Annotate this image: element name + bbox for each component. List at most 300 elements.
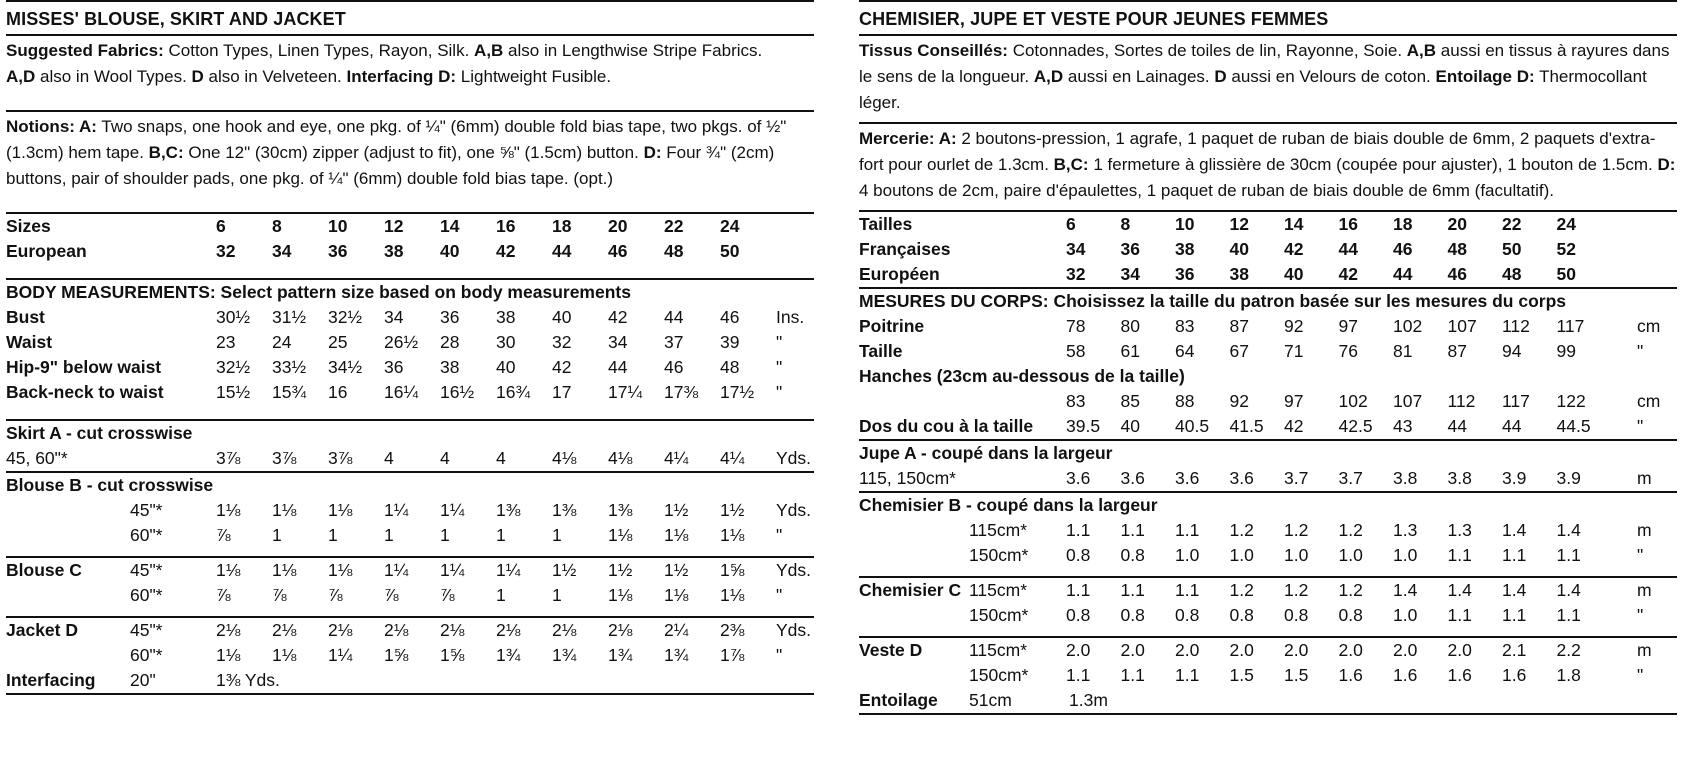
value-cell: 3.8 <box>1447 468 1472 488</box>
ditto-mark: " <box>1637 341 1644 361</box>
width-115: 115cm* <box>969 520 1028 540</box>
value-cell: 1.2 <box>1229 580 1254 600</box>
value-cell: 1.4 <box>1556 520 1581 540</box>
value-cell: 1.8 <box>1556 665 1581 685</box>
value-cell: 1¾ <box>496 645 521 665</box>
value-cell: 1.0 <box>1393 545 1418 565</box>
tailles-label: Tailles <box>859 214 913 234</box>
value-cell: 1¼ <box>384 560 409 580</box>
fabrics-d: D <box>1214 67 1227 86</box>
value-cell: 16 <box>328 382 348 402</box>
width-60: 60"* <box>130 645 163 665</box>
fabrics-ad: A,D <box>6 67 36 86</box>
value-cell: 107 <box>1393 391 1423 411</box>
value-cell: 2¼ <box>664 620 689 640</box>
french-title: CHEMISIER, JUPE ET VESTE POUR JEUNES FEMMES <box>859 9 1329 29</box>
width-115: 115cm* <box>969 580 1028 600</box>
value-cell: ⅞ <box>216 525 231 545</box>
body-heading <box>6 280 814 305</box>
value-cell: 32½ <box>328 307 363 327</box>
width-45: 45"* <box>130 560 163 580</box>
fabrics-text2: also in Lengthwise Stripe Fabrics. <box>503 41 763 60</box>
value-cell: 38 <box>384 241 404 261</box>
value-cell: 46 <box>1393 239 1413 259</box>
value-cell: 1¾ <box>664 645 689 665</box>
value-cell: 3.9 <box>1502 468 1527 488</box>
value-cell: 18 <box>552 216 572 236</box>
value-cell: 2.0 <box>1393 640 1418 660</box>
jupe-label: Jupe A - coupé dans la largeur <box>859 443 1113 463</box>
fabrics-text5: Lightweight Fusible. <box>456 67 612 86</box>
english-column <box>6 0 814 695</box>
width-60: 60"* <box>130 525 163 545</box>
entoilage-value: 1.3m <box>1069 690 1108 710</box>
dos-row <box>859 414 1677 439</box>
value-cell: 12 <box>384 216 404 236</box>
notions-bc: B,C: <box>1053 155 1089 174</box>
waist-label: Waist <box>6 332 53 352</box>
notions-bc-text: One 12" (30cm) zipper (adjust to fit), one ⅝" (1.5cm) button. <box>183 143 644 162</box>
value-cell: 1.0 <box>1393 605 1418 625</box>
jupe-row <box>859 466 1677 491</box>
value-cell: 1.1 <box>1447 545 1472 565</box>
value-cell: 2.0 <box>1229 640 1254 660</box>
value-cell: 17⅜ <box>664 382 699 402</box>
value-cell: 2⅛ <box>552 620 577 640</box>
value-cell: 97 <box>1338 316 1358 336</box>
notions-label: Notions: A: <box>6 117 97 136</box>
value-cell: 4¼ <box>720 448 745 468</box>
value-cell: 2⅛ <box>608 620 633 640</box>
value-cell: 24 <box>272 332 292 352</box>
value-cell: 1.6 <box>1393 665 1418 685</box>
value-cell: 42.5 <box>1338 416 1373 436</box>
value-cell: 112 <box>1502 316 1530 336</box>
value-cell: 42 <box>1284 416 1304 436</box>
value-cell: 2⅛ <box>384 620 409 640</box>
fabrics-interfacing: Entoilage D: <box>1435 67 1535 86</box>
value-cell: 117 <box>1556 316 1585 336</box>
value-cell: 83 <box>1175 316 1195 336</box>
value-cell: 1¾ <box>552 645 577 665</box>
value-cell: 122 <box>1556 391 1586 411</box>
value-cell: 46 <box>1447 264 1467 284</box>
value-cell: 40 <box>440 241 460 261</box>
value-cell: 1.6 <box>1338 665 1363 685</box>
value-cell: 31½ <box>272 307 307 327</box>
value-cell: 36 <box>328 241 348 261</box>
value-cell: 10 <box>328 216 348 236</box>
value-cell: 1¼ <box>384 500 409 520</box>
value-cell: 1.1 <box>1502 605 1527 625</box>
value-cell: 1.5 <box>1284 665 1309 685</box>
cm-unit: cm <box>1637 391 1661 411</box>
width-45: 45"* <box>130 500 163 520</box>
value-cell: 1.0 <box>1284 545 1309 565</box>
hanches-row <box>859 389 1677 414</box>
value-cell: 40 <box>496 357 516 377</box>
width-45: 45"* <box>130 620 163 640</box>
fabrics-text: Cotton Types, Linen Types, Rayon, Silk. <box>163 41 475 60</box>
value-cell: 37 <box>664 332 684 352</box>
interfacing-row <box>6 668 814 693</box>
value-cell: 112 <box>1447 391 1476 411</box>
value-cell: 1 <box>552 525 562 545</box>
value-cell: 46 <box>608 241 628 261</box>
value-cell: 46 <box>720 307 740 327</box>
notions-a: 2 boutons-pression, 1 agrafe, 1 paquet de ruban de biais double de 6mm, 2 paquets d'extra-fort pour ourlet de 1.3cm. <box>859 129 1656 174</box>
value-cell: 1.2 <box>1284 520 1309 540</box>
value-cell: 1¼ <box>328 645 353 665</box>
hip-label: Hip-9" below waist <box>6 357 162 377</box>
value-cell: 1.4 <box>1502 580 1527 600</box>
value-cell: 1.4 <box>1556 580 1581 600</box>
fabrics-ad: A,D <box>1033 67 1064 86</box>
europeen-row <box>859 262 1677 287</box>
value-cell: 1.6 <box>1502 665 1527 685</box>
bust-row <box>6 305 814 330</box>
value-cell: 50 <box>1502 239 1522 259</box>
value-cell: 36 <box>1120 239 1140 259</box>
value-cell: 2.0 <box>1066 640 1091 660</box>
value-cell: 4⅛ <box>608 448 633 468</box>
value-cell: 1.1 <box>1120 665 1145 685</box>
value-cell: 1 <box>384 525 394 545</box>
value-cell: 10 <box>1175 214 1195 234</box>
value-cell: 1 <box>272 525 282 545</box>
value-cell: 58 <box>1066 341 1086 361</box>
interfacing-width: 20" <box>130 670 156 690</box>
value-cell: 3.8 <box>1393 468 1418 488</box>
notions-bc: B,C: <box>148 143 184 162</box>
ditto-mark: " <box>776 585 783 605</box>
yds-unit: Yds. <box>776 500 812 520</box>
value-cell: 102 <box>1393 316 1423 336</box>
back-row <box>6 380 814 405</box>
francaises-label: Françaises <box>859 239 951 259</box>
value-cell: 107 <box>1447 316 1477 336</box>
value-cell: 14 <box>1284 214 1304 234</box>
value-cell: 16 <box>1338 214 1358 234</box>
value-cell: 40 <box>552 307 572 327</box>
value-cell: 1.2 <box>1338 580 1363 600</box>
value-cell: 15¾ <box>272 382 307 402</box>
skirt-label: Skirt A - cut crosswise <box>6 423 193 443</box>
hanches-heading <box>859 364 1677 389</box>
ditto-mark: " <box>776 382 783 402</box>
value-cell: 1.0 <box>1338 545 1363 565</box>
value-cell: 39.5 <box>1066 416 1101 436</box>
value-cell: 1.0 <box>1175 545 1200 565</box>
entoilage-label: Entoilage <box>859 690 938 710</box>
value-cell: 30 <box>496 332 516 352</box>
value-cell: 40 <box>1120 416 1140 436</box>
width-115: 115cm* <box>969 640 1028 660</box>
value-cell: 87 <box>1447 341 1467 361</box>
value-cell: 67 <box>1229 341 1249 361</box>
value-cell: 40 <box>1229 239 1249 259</box>
value-cell: 36 <box>384 357 404 377</box>
value-cell: 1⅛ <box>720 585 745 605</box>
value-cell: 32 <box>552 332 572 352</box>
value-cell: 44 <box>608 357 628 377</box>
jacket-d-45-row <box>6 618 814 643</box>
cm-unit: cm <box>1637 316 1661 336</box>
ditto-mark: " <box>1637 665 1644 685</box>
value-cell: 1.1 <box>1066 520 1091 540</box>
rule <box>6 693 814 695</box>
body-heading <box>859 289 1677 314</box>
value-cell: 2.1 <box>1502 640 1527 660</box>
value-cell: 44 <box>1338 239 1358 259</box>
value-cell: 34 <box>1066 239 1086 259</box>
european-row <box>6 239 814 264</box>
value-cell: 1⅛ <box>720 525 745 545</box>
hanches-label: Hanches (23cm au-dessous de la taille) <box>859 366 1185 386</box>
chem-c-115-row <box>859 578 1677 603</box>
value-cell: 38 <box>1229 264 1249 284</box>
value-cell: 3.6 <box>1175 468 1200 488</box>
value-cell: 1⅜ <box>552 500 577 520</box>
fabrics-d: D <box>191 67 204 86</box>
value-cell: 42 <box>608 307 628 327</box>
width-150: 150cm* <box>969 605 1029 625</box>
value-cell: 17½ <box>720 382 755 402</box>
value-cell: 41.5 <box>1229 416 1264 436</box>
value-cell: 1⅝ <box>384 645 409 665</box>
value-cell: 16 <box>496 216 516 236</box>
french-column <box>859 0 1677 715</box>
value-cell: 88 <box>1175 391 1195 411</box>
value-cell: 1.1 <box>1447 605 1472 625</box>
fabrics-text3: also in Wool Types. <box>35 67 192 86</box>
value-cell: 1½ <box>664 500 689 520</box>
value-cell: 40 <box>1284 264 1304 284</box>
skirt-row <box>6 446 814 471</box>
value-cell: 3.6 <box>1120 468 1145 488</box>
value-cell: 14 <box>440 216 460 236</box>
value-cell: 1¾ <box>608 645 633 665</box>
value-cell: 42 <box>1284 239 1304 259</box>
value-cell: 1⅛ <box>216 645 241 665</box>
value-cell: 2.0 <box>1284 640 1309 660</box>
value-cell: 97 <box>1284 391 1304 411</box>
chem-b-label: Chemisier B - coupé dans la largeur <box>859 495 1158 515</box>
value-cell: 1.1 <box>1175 580 1200 600</box>
value-cell: 1.4 <box>1447 580 1472 600</box>
value-cell: 33½ <box>272 357 307 377</box>
value-cell: 38 <box>440 357 460 377</box>
value-cell: 85 <box>1120 391 1140 411</box>
interfacing-label: Interfacing <box>6 670 96 690</box>
value-cell: 17 <box>552 382 572 402</box>
value-cell: 1.2 <box>1338 520 1363 540</box>
value-cell: 16½ <box>440 382 475 402</box>
value-cell: 38 <box>1175 239 1195 259</box>
value-cell: 30½ <box>216 307 251 327</box>
interfacing-value: 1⅜ Yds. <box>216 670 280 690</box>
yds-unit: Yds. <box>776 448 812 468</box>
waist-row <box>6 330 814 355</box>
value-cell: 1¼ <box>496 560 521 580</box>
value-cell: 8 <box>272 216 282 236</box>
width-150: 150cm* <box>969 665 1029 685</box>
veste-150-row <box>859 663 1677 688</box>
entoilage-row <box>859 688 1677 713</box>
skirt-width: 45, 60"* <box>6 448 68 468</box>
value-cell: 0.8 <box>1066 545 1091 565</box>
value-cell: 1.3 <box>1393 520 1418 540</box>
value-cell: 42 <box>1338 264 1358 284</box>
value-cell: 1.3 <box>1447 520 1472 540</box>
value-cell: 83 <box>1066 391 1086 411</box>
value-cell: 48 <box>664 241 684 261</box>
value-cell: 6 <box>1066 214 1076 234</box>
value-cell: 42 <box>496 241 516 261</box>
value-cell: 1.5 <box>1229 665 1254 685</box>
value-cell: 1½ <box>664 560 689 580</box>
notions-d: D: <box>643 143 662 162</box>
value-cell: 87 <box>1229 316 1249 336</box>
value-cell: 1⅛ <box>216 560 241 580</box>
width-60: 60"* <box>130 585 163 605</box>
value-cell: 1.1 <box>1175 520 1200 540</box>
value-cell: 20 <box>1447 214 1467 234</box>
fabrics-text4: aussi en Velours de coton. <box>1226 67 1436 86</box>
value-cell: 36 <box>1175 264 1195 284</box>
value-cell: 1.0 <box>1229 545 1254 565</box>
value-cell: 1.1 <box>1066 580 1091 600</box>
value-cell: 0.8 <box>1338 605 1363 625</box>
ditto-mark: " <box>1637 605 1644 625</box>
value-cell: 2⅛ <box>216 620 241 640</box>
notions-a: Two snaps, one hook and eye, one pkg. of ¼" (6mm) double fold bias tape, two pkgs. of ½" (1.3cm) hem tape. <box>6 117 787 162</box>
value-cell: 1⅝ <box>720 560 745 580</box>
ditto-mark: " <box>776 357 783 377</box>
french-notions <box>859 124 1677 210</box>
value-cell: 1⅜ <box>496 500 521 520</box>
english-title: MISSES' BLOUSE, SKIRT AND JACKET <box>6 9 346 29</box>
veste-label: Veste D <box>859 640 923 660</box>
value-cell: 1.1 <box>1066 665 1091 685</box>
body-heading-text: MESURES DU CORPS: Choisissez la taille du patron basée sur les mesures du corps <box>859 291 1567 311</box>
value-cell: 6 <box>216 216 226 236</box>
value-cell: 80 <box>1120 316 1140 336</box>
fabrics-text2: aussi en tissus à rayures dans le sens de la longueur. <box>859 41 1670 86</box>
value-cell: 1⅛ <box>216 500 241 520</box>
value-cell: 20 <box>608 216 628 236</box>
value-cell: 0.8 <box>1175 605 1200 625</box>
value-cell: 1 <box>496 585 506 605</box>
yds-unit: Yds. <box>776 560 812 580</box>
value-cell: 32 <box>216 241 236 261</box>
value-cell: ⅞ <box>272 585 287 605</box>
value-cell: 34 <box>384 307 404 327</box>
value-cell: 1 <box>496 525 506 545</box>
value-cell: 0.8 <box>1229 605 1254 625</box>
blouse-b-heading <box>6 473 814 498</box>
value-cell: 34½ <box>328 357 363 377</box>
value-cell: 1⅛ <box>608 525 633 545</box>
value-cell: 1.2 <box>1284 580 1309 600</box>
value-cell: 48 <box>720 357 740 377</box>
value-cell: 2⅛ <box>496 620 521 640</box>
european-label: European <box>6 241 87 261</box>
fabrics-label: Tissus Conseillés: <box>859 41 1008 60</box>
blouse-c-label: Blouse C <box>6 560 82 580</box>
blouse-b-45-row <box>6 498 814 523</box>
value-cell: 92 <box>1229 391 1249 411</box>
ditto-mark: " <box>776 332 783 352</box>
value-cell: 92 <box>1284 316 1304 336</box>
m-unit: m <box>1637 640 1652 660</box>
fabrics-text3: aussi en Lainages. <box>1063 67 1215 86</box>
value-cell: 52 <box>1556 239 1576 259</box>
value-cell: 1⅛ <box>664 525 689 545</box>
jacket-d-label: Jacket D <box>6 620 78 640</box>
taille-row <box>859 339 1677 364</box>
value-cell: 3.9 <box>1556 468 1581 488</box>
jupe-width: 115, 150cm* <box>859 468 956 488</box>
value-cell: 0.8 <box>1066 605 1091 625</box>
value-cell: 1⅝ <box>440 645 465 665</box>
notions-d-text: 4 boutons de 2cm, paire d'épaulettes, 1 paquet de ruban de biais double de 6mm (facultatif). <box>859 181 1555 200</box>
value-cell: 1¼ <box>440 560 465 580</box>
body-heading-text: BODY MEASUREMENTS: Select pattern size based on body measurements <box>6 282 631 302</box>
chem-c-label: Chemisier C <box>859 580 962 600</box>
entoilage-width: 51cm <box>969 690 1012 710</box>
value-cell: 1 <box>440 525 450 545</box>
value-cell: 0.8 <box>1120 545 1145 565</box>
back-label: Back-neck to waist <box>6 382 164 402</box>
blouse-c-45-row <box>6 558 814 583</box>
value-cell: 99 <box>1556 341 1576 361</box>
value-cell: 1.1 <box>1120 520 1145 540</box>
value-cell: 38 <box>496 307 516 327</box>
value-cell: 48 <box>1447 239 1467 259</box>
value-cell: 3.7 <box>1284 468 1309 488</box>
width-150: 150cm* <box>969 545 1029 565</box>
notions-d: D: <box>1657 155 1676 174</box>
value-cell: 16¾ <box>496 382 531 402</box>
value-cell: 18 <box>1393 214 1413 234</box>
poitrine-label: Poitrine <box>859 316 925 336</box>
value-cell: 1⅜ <box>608 500 633 520</box>
value-cell: 61 <box>1120 341 1140 361</box>
value-cell: 3⅞ <box>328 448 353 468</box>
blouse-b-label: Blouse B - cut crosswise <box>6 475 214 495</box>
value-cell: 2.0 <box>1120 640 1145 660</box>
chem-c-150-row <box>859 603 1677 628</box>
value-cell: 1⅛ <box>272 500 297 520</box>
ditto-mark: " <box>776 525 783 545</box>
value-cell: 4⅛ <box>552 448 577 468</box>
value-cell: 81 <box>1393 341 1413 361</box>
jupe-heading <box>859 441 1677 466</box>
value-cell: 28 <box>440 332 460 352</box>
value-cell: 17¼ <box>608 382 643 402</box>
dos-label: Dos du cou à la taille <box>859 416 1034 436</box>
value-cell: 2.0 <box>1338 640 1363 660</box>
value-cell: 4 <box>384 448 394 468</box>
skirt-heading <box>6 421 814 446</box>
value-cell: 22 <box>664 216 684 236</box>
value-cell: 44.5 <box>1556 416 1591 436</box>
notions-bc-text: 1 fermeture à glissière de 30cm (coupée pour ajuster), 1 bouton de 1.5cm. <box>1088 155 1658 174</box>
value-cell: 94 <box>1502 341 1522 361</box>
value-cell: 2⅛ <box>272 620 297 640</box>
value-cell: 0.8 <box>1284 605 1309 625</box>
